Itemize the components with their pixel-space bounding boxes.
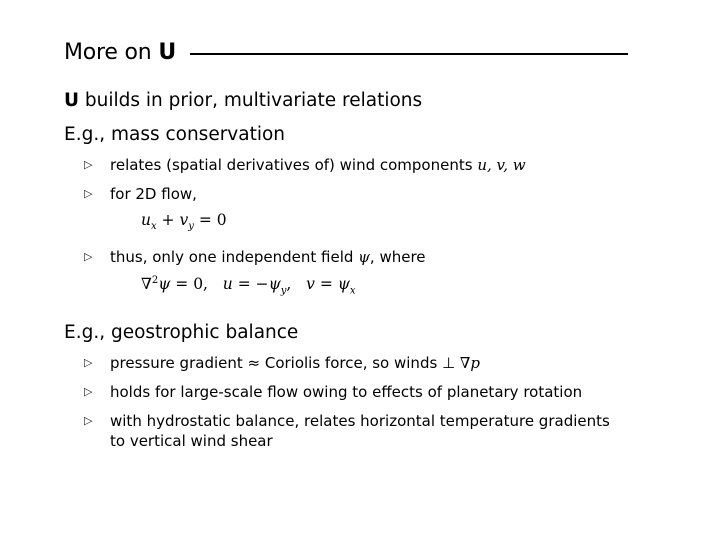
section2-bullet-3 [84,411,614,451]
title-rule [190,53,628,55]
bullet-text-main: pressure gradient ≈ Coriolis force, so winds ⊥ [110,354,460,372]
triangle-bullet-icon: ▷ [84,356,93,369]
slide-title-symbol: U [158,39,176,65]
intro-text: builds in prior, multivariate relations [79,90,423,111]
bullet-text [110,353,480,373]
bullet-text-main: relates (spatial derivatives of) wind components [110,156,478,174]
pressure-gradient-symbol: ∇p [459,354,480,372]
section2-heading: E.g., geostrophic balance [64,322,299,343]
section1-bullet-2 [84,184,197,204]
slide-title-row [64,36,628,68]
wind-components: u, v, w [477,156,526,174]
section2-bullet-2 [84,382,582,402]
streamfunction-symbol: ψ [358,248,370,266]
intro-line [64,90,422,111]
bullet-text: with hydrostatic balance, relates horizontal temperature gradients to vertical wind shear [110,412,610,450]
bullet-text-before: thus, only one independent field [110,248,359,266]
bullet-text [110,155,526,175]
triangle-bullet-icon: ▷ [84,187,93,200]
bullet-text: for 2D flow, [110,185,197,203]
section1-bullet-3 [84,247,426,267]
bullet-text: holds for large-scale flow owing to effects of planetary rotation [110,383,583,401]
equation-continuity: $u_x + v_y = 0$ [141,211,227,233]
equation-streamfunction: ∇$^2$ψ = 0, $u = -\psi_y$, $v = \psi_x$ [141,275,356,297]
triangle-bullet-icon: ▷ [84,250,93,263]
section1-heading: E.g., mass conservation [64,124,286,145]
section2-bullet-1 [84,353,480,373]
section1-bullet-1 [84,155,526,175]
intro-symbol: U [64,90,80,111]
slide-title-prefix: More on [64,39,159,65]
slide-title [64,40,176,65]
bullet-text-after: , where [369,248,426,266]
triangle-bullet-icon: ▷ [84,158,93,171]
triangle-bullet-icon: ▷ [84,414,93,427]
bullet-text [110,247,426,267]
triangle-bullet-icon: ▷ [84,385,93,398]
